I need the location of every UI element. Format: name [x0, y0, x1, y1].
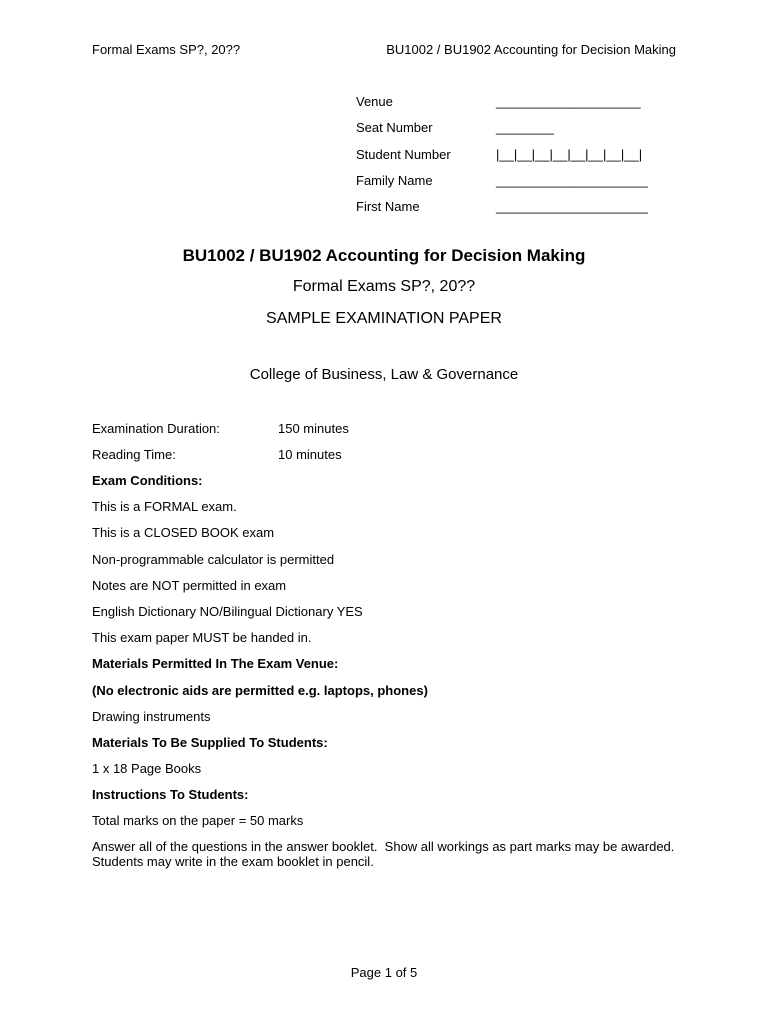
- page-header-left: Formal Exams SP?, 20??: [92, 42, 241, 57]
- page-number: Page 1 of 5: [350, 965, 418, 980]
- first-name-blank: _____________________: [496, 199, 648, 215]
- materials-permitted-heading: Materials Permitted In The Exam Venue:: [92, 656, 339, 672]
- seat-number-blank: ________: [496, 120, 554, 136]
- form-row-family-name: [356, 173, 676, 199]
- exam-title: Formal Exams SP?, 20??: [292, 278, 476, 295]
- condition-line: Non-programmable calculator is permitted: [92, 551, 335, 567]
- exam-timing: [92, 421, 692, 473]
- electronic-aids-note: (No electronic aids are permitted e.g. laptops, phones): [92, 682, 428, 698]
- reading-time-value: 10 minutes: [278, 447, 342, 463]
- student-number-label: Student Number: [356, 146, 451, 162]
- seat-number-label: Seat Number: [356, 120, 433, 136]
- materials-permitted-item: Drawing instruments: [92, 708, 211, 724]
- exam-conditions-list: [92, 473, 692, 840]
- exam-conditions-heading: Exam Conditions:: [92, 473, 203, 488]
- answer-instructions: [92, 839, 692, 869]
- materials-supplied-item: 1 x 18 Page Books: [92, 761, 202, 777]
- form-row-seat-number: [356, 120, 676, 146]
- course-title: BU1002 / BU1902 Accounting for Decision Making: [182, 246, 586, 265]
- reading-time-label: Reading Time:: [92, 447, 176, 463]
- student-details-form: [356, 94, 676, 225]
- answer-instructions-line-2: Students may write in the exam booklet in pencil.: [92, 854, 374, 869]
- form-row-venue: [356, 94, 676, 120]
- instructions-heading: Instructions To Students:: [92, 787, 249, 803]
- total-marks-line: Total marks on the paper = 50 marks: [92, 813, 304, 829]
- reading-time-row: [92, 447, 692, 473]
- family-name-label: Family Name: [356, 172, 433, 188]
- condition-line: This is a CLOSED BOOK exam: [92, 525, 275, 541]
- venue-label: Venue: [356, 94, 393, 109]
- answer-instructions-line-1: Answer all of the questions in the answer booklet. Show all workings as part marks may be awarded.: [92, 839, 675, 854]
- form-row-first-name: [356, 199, 676, 225]
- student-number-boxes: |__|__|__|__|__|__|__|__|: [496, 146, 643, 162]
- paper-title: SAMPLE EXAMINATION PAPER: [266, 310, 502, 327]
- duration-value: 150 minutes: [278, 421, 349, 436]
- page-header-right: BU1002 / BU1902 Accounting for Decision Making: [386, 42, 676, 57]
- college-name: College of Business, Law & Governance: [249, 366, 519, 383]
- condition-line: English Dictionary NO/Bilingual Dictionary YES: [92, 603, 363, 619]
- duration-label: Examination Duration:: [92, 421, 220, 436]
- condition-line: Notes are NOT permitted in exam: [92, 577, 287, 593]
- duration-row: [92, 421, 692, 447]
- condition-line: This is a FORMAL exam.: [92, 499, 237, 515]
- form-row-student-number: [356, 147, 676, 173]
- family-name-blank: _____________________: [496, 172, 648, 188]
- materials-supplied-heading: Materials To Be Supplied To Students:: [92, 734, 328, 750]
- condition-line: This exam paper MUST be handed in.: [92, 630, 312, 646]
- first-name-label: First Name: [356, 199, 420, 215]
- venue-blank: ____________________: [496, 94, 641, 109]
